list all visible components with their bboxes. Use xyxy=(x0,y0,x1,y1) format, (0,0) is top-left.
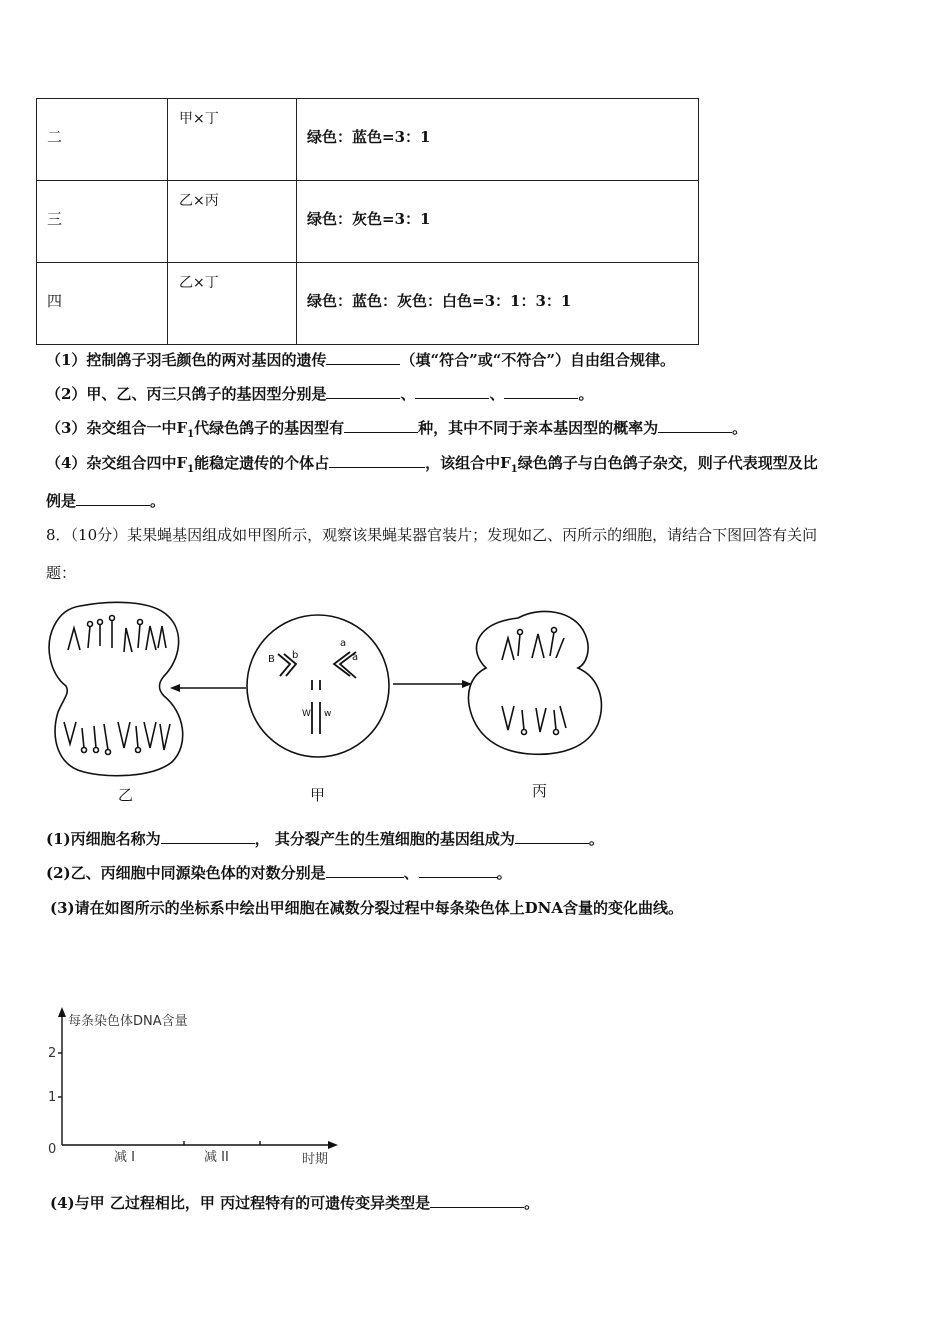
y-tick-2: 2 xyxy=(48,1046,57,1061)
yi-top-chromosomes xyxy=(68,616,166,653)
y-axis-label: 每条染色体DNA含量 xyxy=(68,1014,188,1029)
cell-bing-membrane xyxy=(468,611,601,754)
table-row xyxy=(37,99,699,181)
answer-blank[interactable] xyxy=(326,386,400,399)
jia-chromosomes xyxy=(278,652,359,734)
figure-label-yi: 乙 xyxy=(118,786,134,804)
gene-B-label: B xyxy=(268,654,275,665)
answer-blank[interactable] xyxy=(658,420,732,433)
cross-cell: 甲×丁 xyxy=(179,111,219,127)
q7-part2: （2）甲、乙、丙三只鸽子的基因型分别是 、 、 。 xyxy=(46,385,594,403)
dna-content-graph xyxy=(40,1005,350,1170)
answer-blank[interactable] xyxy=(76,493,150,506)
gene-b-label: b xyxy=(292,650,299,661)
answer-blank[interactable] xyxy=(430,1195,524,1208)
cross-cell: 乙×丁 xyxy=(179,275,219,291)
y-tick-1: 1 xyxy=(48,1090,57,1105)
cell-division-figure xyxy=(40,598,640,808)
origin-label: 0 xyxy=(48,1142,57,1157)
answer-blank[interactable] xyxy=(344,420,418,433)
q8-intro: 8．（10分）某果蝇基因组成如甲图所示，观察该果蝇某器官装片；发现如乙、丙所示的细胞，请结合下图回答有关问 xyxy=(46,526,818,544)
figure-label-jia: 甲 xyxy=(310,786,326,804)
gene-a-label: a xyxy=(352,652,359,663)
group-cell: 四 xyxy=(47,292,63,310)
cross-cell: 乙×丙 xyxy=(179,193,219,209)
answer-blank[interactable] xyxy=(504,386,578,399)
x-tick-meiosis1: 减 I xyxy=(114,1150,135,1165)
cell-jia-membrane xyxy=(247,615,389,757)
x-axis-label: 时期 xyxy=(302,1152,329,1167)
answer-blank[interactable] xyxy=(415,386,489,399)
answer-blank[interactable] xyxy=(419,865,497,878)
gene-w-label: w xyxy=(324,709,332,719)
answer-blank[interactable] xyxy=(515,831,589,844)
group-cell: 二 xyxy=(47,128,63,146)
answer-blank[interactable] xyxy=(161,831,255,844)
q8-intro-cont: 题： xyxy=(46,564,77,582)
answer-blank[interactable] xyxy=(329,455,425,468)
yi-bottom-chromosomes xyxy=(64,722,170,755)
x-tick-meiosis2: 减 II xyxy=(204,1150,229,1165)
q8-part1: (1)丙细胞名称为 ， 其分裂产生的生殖细胞的基因组成为 。 xyxy=(46,830,604,848)
gene-W-label: W xyxy=(302,709,311,719)
group-cell: 三 xyxy=(47,210,63,228)
q8-part2: (2)乙、丙细胞中同源染色体的对数分别是 、 。 xyxy=(46,864,512,882)
bing-chromosomes xyxy=(502,628,566,735)
q8-part3: (3)请在如图所示的坐标系中绘出甲细胞在减数分裂过程中每条染色体上DNA含量的变化曲线。 xyxy=(50,899,683,917)
table-row xyxy=(37,263,699,345)
results-table xyxy=(36,98,699,345)
q7-part4-cont: 例是 。 xyxy=(46,492,166,510)
gene-a-label: a xyxy=(340,638,347,649)
answer-blank[interactable] xyxy=(326,865,404,878)
result-cell: 绿色：蓝色：灰色：白色=3：1：3：1 xyxy=(307,292,572,310)
table-row xyxy=(37,181,699,263)
result-cell: 绿色：灰色=3：1 xyxy=(307,210,431,228)
figure-label-bing: 丙 xyxy=(532,782,548,800)
q7-part1: （1）控制鸽子羽毛颜色的两对基因的遗传 （填“符合”或“不符合”）自由组合规律。 xyxy=(46,351,675,369)
q7-part3: （3）杂交组合一中$F_1$代绿色鸽子的基因型有 种，其中不同于亲本基因型的概率为 。 xyxy=(46,419,748,440)
result-cell: 绿色：蓝色=3：1 xyxy=(307,128,431,146)
answer-blank[interactable] xyxy=(326,352,400,365)
q7-part4: （4）杂交组合四中$F_1$能稳定遗传的个体占 ，该组合中$F_1$绿色鸽子与白色鸽子杂交，则子代表现型及比 xyxy=(46,454,818,475)
q8-part4: (4)与甲 乙过程相比，甲 丙过程特有的可遗传变异类型是 。 xyxy=(50,1194,540,1212)
